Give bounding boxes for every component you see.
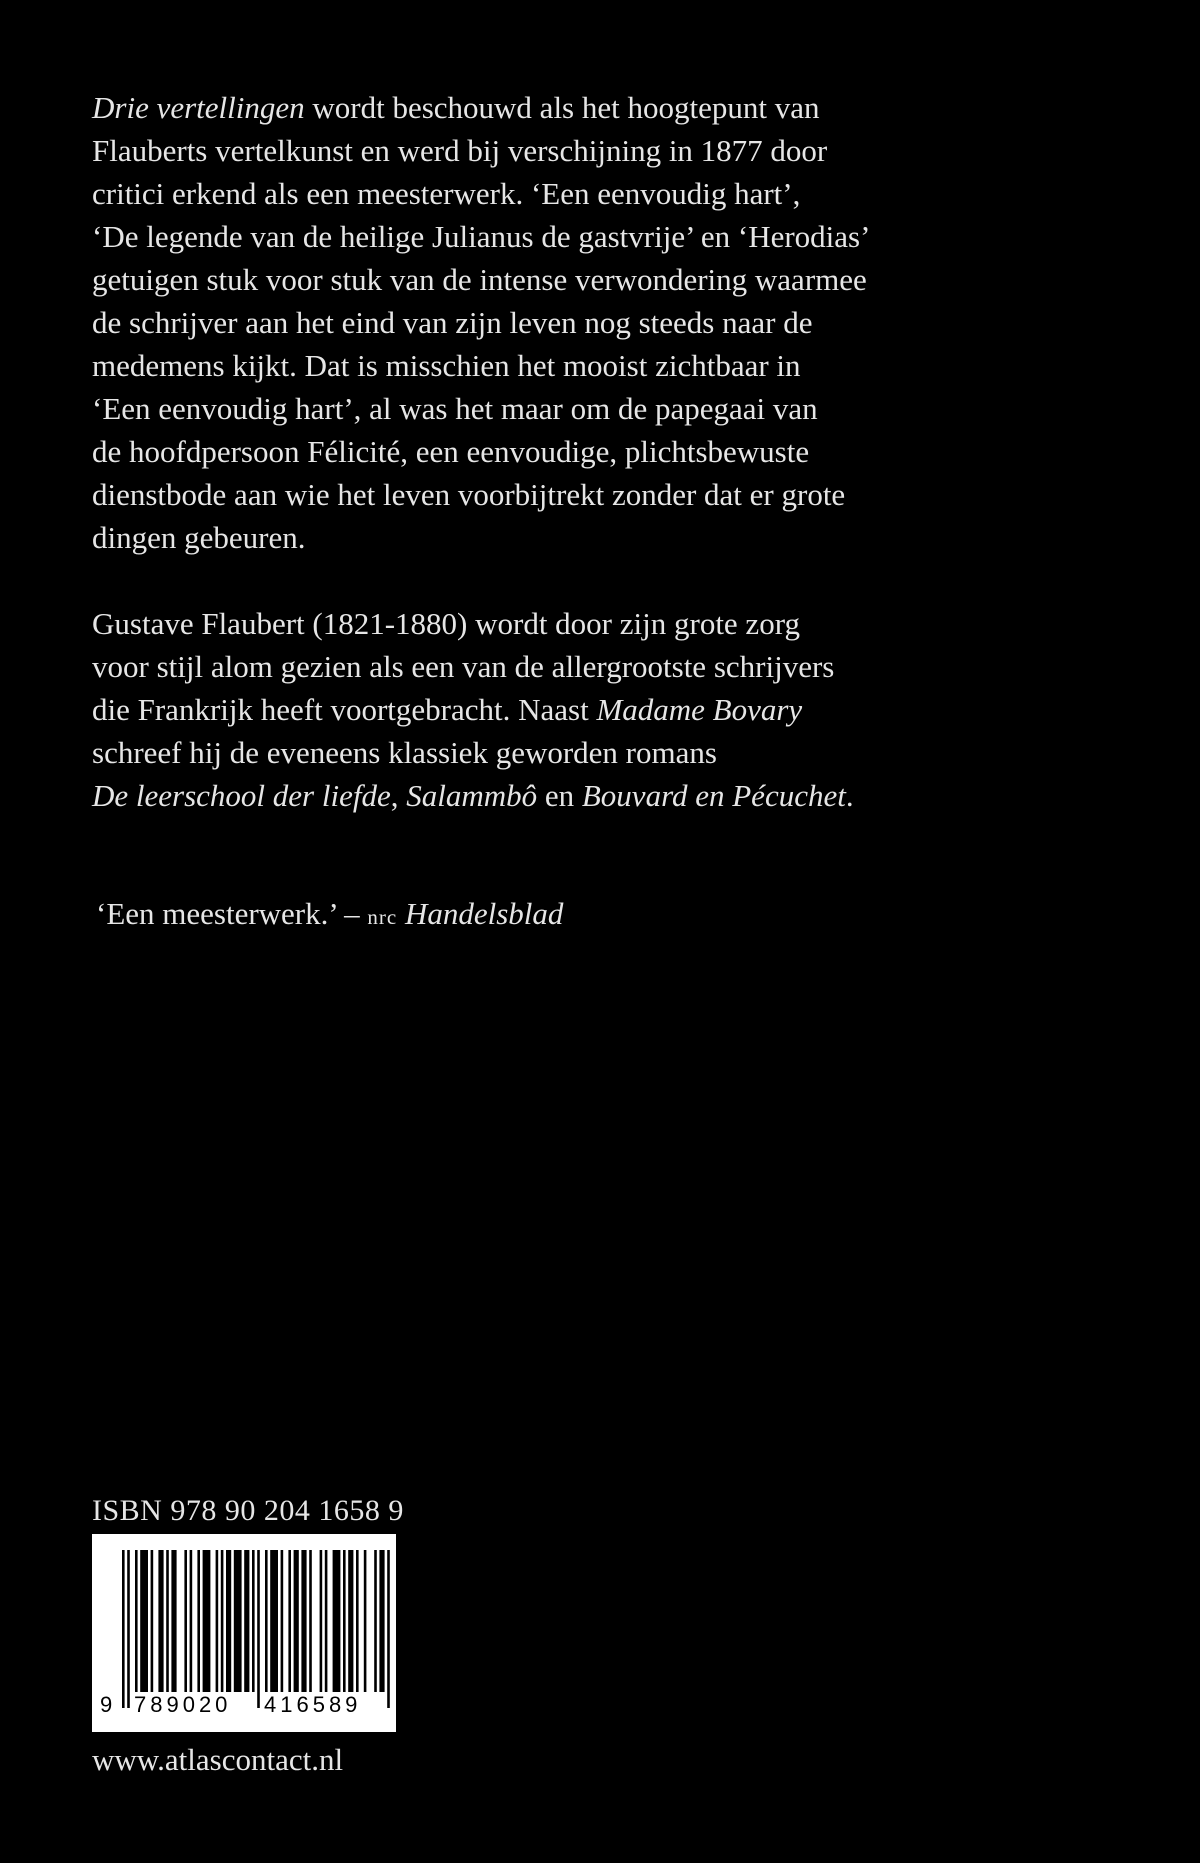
barcode-digit-first: 9 xyxy=(100,1692,113,1717)
isbn-label: ISBN 978 90 204 1658 9 xyxy=(92,1494,404,1527)
barcode-bar xyxy=(325,1550,328,1692)
text-run: dienstbode aan wie het leven voorbijtrekt zonder dat er grote xyxy=(92,477,846,512)
text-line xyxy=(92,301,972,344)
text-run: die Frankrijk heeft voortgebracht. Naast xyxy=(92,692,597,727)
text-run: wordt beschouwd als het hoogtepunt van xyxy=(304,90,820,125)
barcode-bar xyxy=(127,1550,130,1708)
barcode-bar xyxy=(320,1550,323,1692)
back-cover-blurb xyxy=(92,86,972,817)
barcode-bar xyxy=(364,1550,367,1692)
barcode xyxy=(92,1534,396,1732)
italic-title: Salammbô xyxy=(406,778,538,813)
barcode-bar xyxy=(158,1550,163,1692)
barcode-bar xyxy=(288,1550,291,1692)
barcode-bar xyxy=(374,1550,377,1692)
italic-title: Madame Bovary xyxy=(596,692,803,727)
text-line xyxy=(92,645,972,688)
barcode-digits-left: 789020 xyxy=(134,1692,232,1717)
barcode-bar xyxy=(294,1550,299,1692)
barcode-bar xyxy=(221,1550,224,1692)
text-run: de hoofdpersoon Félicité, een eenvoudige, plichtsbewuste xyxy=(92,434,810,469)
publisher-website: www.atlascontact.nl xyxy=(92,1742,344,1777)
summary-paragraph xyxy=(92,86,972,559)
text-run: medemens kijkt. Dat is misschien het mooist zichtbaar in xyxy=(92,348,801,383)
barcode-bar xyxy=(281,1550,284,1692)
text-line xyxy=(92,602,972,645)
barcode-bar xyxy=(270,1550,278,1692)
barcode-bar xyxy=(140,1550,148,1692)
author-bio-paragraph xyxy=(92,602,972,817)
barcode-bar xyxy=(226,1550,231,1692)
barcode-bar xyxy=(122,1550,125,1708)
barcode-bar xyxy=(309,1550,312,1692)
barcode-bar xyxy=(356,1550,359,1692)
barcode-bar xyxy=(379,1550,384,1692)
text-run: critici erkend als een meesterwerk. ‘Een eenvoudig hart’, xyxy=(92,176,801,211)
italic-title: De leerschool der liefde xyxy=(92,778,391,813)
text-run: de schrijver aan het eind van zijn leven nog steeds naar de xyxy=(92,305,813,340)
text-line xyxy=(92,731,972,774)
text-run: en xyxy=(537,778,582,813)
text-line xyxy=(92,172,972,215)
barcode-bar xyxy=(333,1550,341,1692)
text-line xyxy=(92,86,972,129)
text-run: Gustave Flaubert (1821-1880) wordt door zijn grote zorg xyxy=(92,606,800,641)
barcode-bar xyxy=(216,1550,219,1692)
text-line xyxy=(92,430,972,473)
text-run: voor stijl alom gezien als een van de allergrootste schrijvers xyxy=(92,649,835,684)
text-line xyxy=(92,387,972,430)
barcode-bar xyxy=(171,1550,176,1692)
italic-title: Bouvard en Pécuchet xyxy=(581,778,846,813)
text-run: , xyxy=(390,778,407,813)
barcode-bar xyxy=(348,1550,353,1692)
text-line xyxy=(92,516,972,559)
barcode-bar xyxy=(257,1550,260,1708)
press-quote xyxy=(96,892,563,939)
text-run: . xyxy=(845,778,854,813)
text-run: ‘De legende van de heilige Julianus de gastvrije’ en ‘Herodias’ xyxy=(92,219,871,254)
quote-source-abbrev: nrc xyxy=(367,905,398,929)
italic-title: Drie vertellingen xyxy=(92,90,305,125)
barcode-bar xyxy=(343,1550,346,1692)
text-line xyxy=(92,473,972,516)
barcode-bar xyxy=(197,1550,200,1692)
text-line xyxy=(92,258,972,301)
text-line xyxy=(92,129,972,172)
text-run: getuigen stuk voor stuk van de intense verwondering waarmee xyxy=(92,262,867,297)
text-line xyxy=(92,344,972,387)
barcode-bar xyxy=(265,1550,268,1692)
text-run: ‘Een eenvoudig hart’, al was het maar om de papegaai van xyxy=(92,391,818,426)
text-line xyxy=(92,774,972,817)
barcode-bar xyxy=(151,1550,154,1692)
barcode-bar xyxy=(252,1550,255,1692)
text-run: schreef hij de eveneens klassiek geworden romans xyxy=(92,735,717,770)
quote-source-name: Handelsblad xyxy=(404,896,564,931)
text-line xyxy=(92,688,972,731)
text-run: dingen gebeuren. xyxy=(92,520,306,555)
text-line xyxy=(92,215,972,258)
barcode-bar xyxy=(244,1550,249,1692)
quote-text: ‘Een meesterwerk.’ – xyxy=(96,896,368,931)
barcode-digits-right: 416589 xyxy=(264,1692,362,1717)
barcode-bar xyxy=(184,1550,187,1692)
barcode-bar xyxy=(301,1550,306,1692)
barcode-bar xyxy=(166,1550,169,1692)
barcode-bar xyxy=(135,1550,138,1692)
barcode-bar xyxy=(190,1550,193,1692)
text-run: Flauberts vertelkunst en werd bij verschijning in 1877 door xyxy=(92,133,828,168)
barcode-bar xyxy=(203,1550,211,1692)
barcode-bar xyxy=(234,1550,242,1692)
barcode-bar xyxy=(387,1550,390,1708)
